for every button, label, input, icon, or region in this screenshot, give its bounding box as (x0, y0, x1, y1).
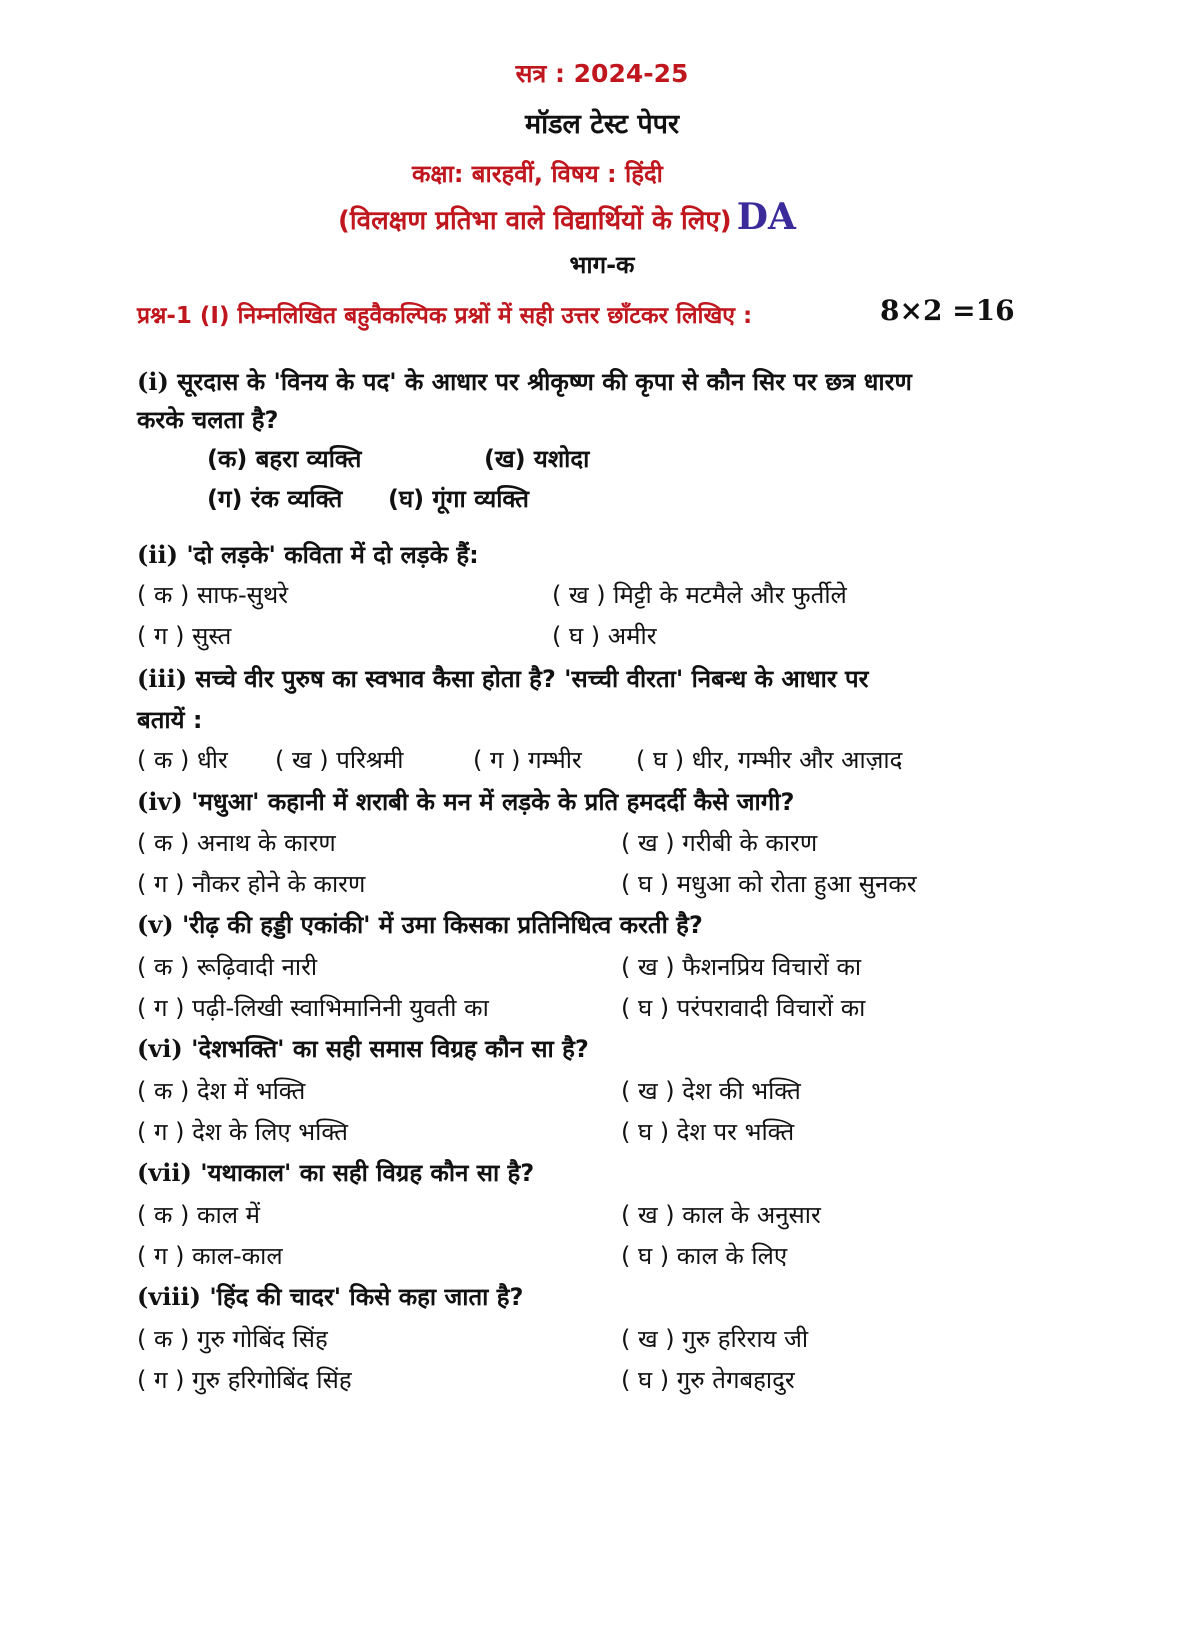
option: ( घ ) मधुआ को रोता हुआ सुनकर (621, 870, 917, 898)
question-number: (ii) (137, 540, 178, 569)
option: ( ग ) सुस्त (137, 622, 232, 650)
question-number: (vii) (137, 1158, 192, 1187)
question-4 (137, 785, 794, 818)
option: ( ग ) काल-काल (137, 1242, 283, 1270)
question-3-cont: बतायें : (137, 706, 203, 734)
question-number: (vi) (137, 1034, 183, 1063)
question-1-cont: करके चलता है? (137, 406, 279, 434)
option: (क) बहरा व्यक्ति (207, 445, 362, 473)
question-number: (v) (137, 910, 174, 939)
question-6 (137, 1032, 589, 1065)
question-text: 'मधुआ' कहानी में शराबी के मन में लड़के के प्रति हमदर्दी कैसे जागी? (191, 788, 795, 816)
question-number: (iii) (137, 664, 188, 693)
option: ( ग ) गम्भीर (473, 746, 582, 774)
question-2 (137, 538, 479, 571)
question-text: 'देशभक्ति' का सही समास विग्रह कौन सा है? (191, 1035, 589, 1063)
audience-text: (विलक्षण प्रतिभा वाले विद्यार्थियों के लिए) (338, 206, 732, 236)
option: (ख) यशोदा (484, 445, 590, 473)
option: ( घ ) गुरु तेगबहादुर (621, 1366, 795, 1394)
question-5 (137, 908, 703, 941)
option: ( ख ) फैशनप्रिय विचारों का (621, 953, 862, 981)
option: ( ग ) गुरु हरिगोबिंद सिंह (137, 1366, 352, 1394)
option: ( घ ) धीर, गम्भीर और आज़ाद (636, 746, 903, 774)
section-heading: भाग-क (569, 251, 635, 279)
option: (घ) गूंगा व्यक्ति (388, 485, 529, 513)
option: ( क ) अनाथ के कारण (137, 829, 336, 857)
option: ( क ) धीर (137, 746, 228, 774)
audience-line (338, 196, 796, 238)
question-3 (137, 662, 868, 695)
option: ( ख ) मिट्टी के मटमैले और फुर्तीले (552, 581, 847, 609)
question-text: 'हिंद की चादर' किसे कहा जाता है? (209, 1283, 524, 1311)
option: ( ख ) गुरु हरिराय जी (621, 1325, 809, 1353)
option: ( ग ) देश के लिए भक्ति (137, 1118, 348, 1146)
option: ( क ) गुरु गोबिंद सिंह (137, 1325, 328, 1353)
option: ( घ ) अमीर (552, 622, 657, 650)
option: ( क ) रूढ़िवादी नारी (137, 953, 318, 981)
option: ( ग ) नौकर होने के कारण (137, 870, 366, 898)
question-text: 'यथाकाल' का सही विग्रह कौन सा है? (200, 1159, 535, 1187)
question-text: सच्चे वीर पुरुष का स्वभाव कैसा होता है? 'सच्ची वीरता' निबन्ध के आधार पर (195, 665, 869, 693)
option: ( घ ) देश पर भक्ति (621, 1118, 795, 1146)
page-title: मॉडल टेस्ट पेपर (524, 109, 680, 140)
class-subject: कक्षा: बारहवीं, विषय : हिंदी (412, 160, 663, 188)
question-1 (137, 365, 912, 398)
option: ( ख ) गरीबी के कारण (621, 829, 818, 857)
option: ( ग ) पढ़ी-लिखी स्वाभिमानिनी युवती का (137, 994, 489, 1022)
option: ( घ ) परंपरावादी विचारों का (621, 994, 866, 1022)
option: ( ख ) काल के अनुसार (621, 1201, 821, 1229)
marks-label: 8×2 =16 (880, 294, 1015, 327)
question-text: 'रीढ़ की हड्डी एकांकी' में उमा किसका प्रतिनिधित्व करती है? (182, 911, 703, 939)
session-label: सत्र : 2024-25 (515, 59, 689, 88)
question-number: (iv) (137, 787, 183, 816)
question-number: (i) (137, 367, 169, 396)
option: ( ख ) देश की भक्ति (621, 1077, 801, 1105)
instruction-text: प्रश्न-1 (I) निम्नलिखित बहुवैकल्पिक प्रश्नों में सही उत्तर छाँटकर लिखिए : (137, 303, 753, 329)
option: ( घ ) काल के लिए (621, 1242, 788, 1270)
option: ( क ) काल में (137, 1201, 260, 1229)
option: ( क ) साफ-सुथरे (137, 581, 289, 609)
question-8 (137, 1280, 523, 1313)
option: ( ख ) परिश्रमी (275, 746, 404, 774)
question-text: 'दो लड़के' कविता में दो लड़के हैं: (186, 541, 479, 569)
question-number: (viii) (137, 1282, 202, 1311)
paper-code: DA (736, 196, 796, 238)
option: (ग) रंक व्यक्ति (207, 485, 343, 513)
option: ( क ) देश में भक्ति (137, 1077, 306, 1105)
question-7 (137, 1156, 534, 1189)
question-text: सूरदास के 'विनय के पद' के आधार पर श्रीकृष्ण की कृपा से कौन सिर पर छत्र धारण (177, 368, 912, 396)
